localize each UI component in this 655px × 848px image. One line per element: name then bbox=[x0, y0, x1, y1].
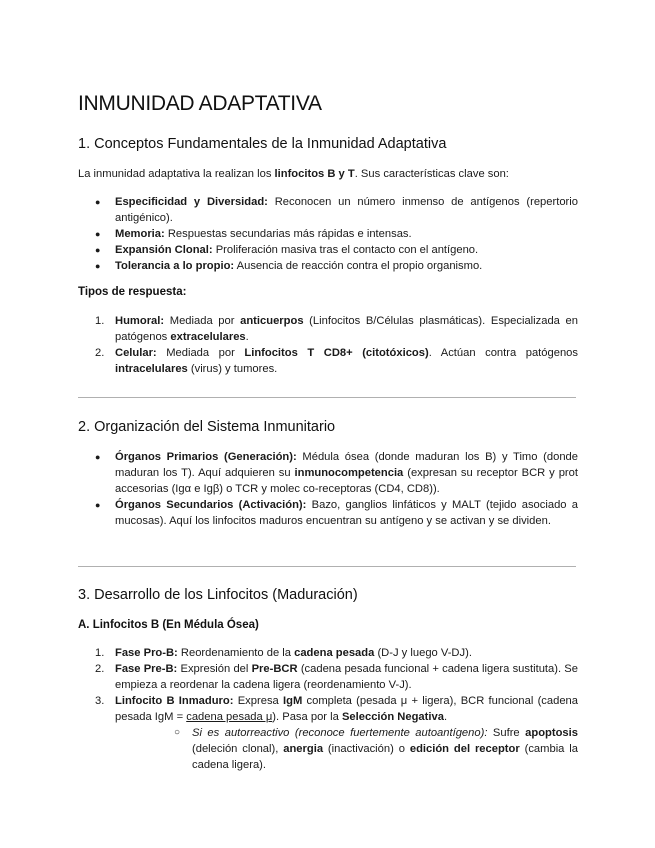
response-list bbox=[78, 313, 578, 377]
section-3-heading: 3. Desarrollo de los Linfocitos (Maduración) bbox=[78, 587, 358, 603]
section-1-intro: La inmunidad adaptativa la realizan los linfocitos B y T. Sus características clave son: bbox=[78, 168, 509, 180]
divider bbox=[78, 397, 576, 398]
document-title: INMUNIDAD ADAPTATIVA bbox=[78, 92, 322, 115]
section-1-heading: 1. Conceptos Fundamentales de la Inmunidad Adaptativa bbox=[78, 136, 447, 152]
list-item: 3. Linfocito B Inmaduro: Expresa IgM completa (pesada μ + ligera), BCR funcional (cadena pesada IgM = cadena pesada μ). Pasa por la Selección Negativa. ○ Si es autorreactivo (reconoce fuertemente autoantígeno): Sufre apoptosis (deleción clonal), anergia (inactivación) o edición del receptor (cambia la cadena ligera). bbox=[78, 693, 578, 773]
list-item: ● Expansión Clonal: Proliferación masiva tras el contacto con el antígeno. bbox=[78, 242, 578, 258]
section-2-heading: 2. Organización del Sistema Inmunitario bbox=[78, 419, 336, 435]
sub-list-item: ○ Si es autorreactivo (reconoce fuertemente autoantígeno): Sufre apoptosis (deleción clonal), anergia (inactivación) o edición del receptor (cambia la cadena ligera). bbox=[172, 725, 578, 773]
list-item: ● Tolerancia a lo propio: Ausencia de reacción contra el propio organismo. bbox=[78, 258, 578, 274]
divider bbox=[78, 566, 576, 567]
features-list bbox=[78, 194, 578, 274]
subsection-a-heading: A. Linfocitos B (En Médula Ósea) bbox=[78, 619, 259, 631]
response-types-heading: Tipos de respuesta: bbox=[78, 286, 187, 298]
list-item: ● Órganos Primarios (Generación): Médula ósea (donde maduran los B) y Timo (donde maduran los T). Aquí adquieren su inmunocompetencia (expresan su receptor BCR y prot accesorias (Igα e Igβ) o TCR y molec co-receptoras (CD4, CD8)). bbox=[78, 449, 578, 497]
list-item: ● Órganos Secundarios (Activación): Bazo, ganglios linfáticos y MALT (tejido asociado a mucosas). Aquí los linfocitos maduros encuentran su antígeno y se activan y se dividen. bbox=[78, 497, 578, 529]
list-item: ● Memoria: Respuestas secundarias más rápidas e intensas. bbox=[78, 226, 578, 242]
list-item: 1. Fase Pro-B: Reordenamiento de la cadena pesada (D-J y luego V-DJ). bbox=[95, 647, 472, 659]
maturation-steps-list bbox=[78, 645, 578, 773]
sub-list bbox=[115, 725, 578, 773]
organs-list bbox=[78, 449, 578, 529]
list-item: 2. Fase Pre-B: Expresión del Pre-BCR (cadena pesada funcional + cadena ligera sustituta). Se empieza a reordenar la cadena ligera (reordenamiento V-J). bbox=[95, 663, 578, 691]
list-item: 1. Humoral: Mediada por anticuerpos (Linfocitos B/Células plasmáticas). Especializada en patógenos extracelulares. bbox=[95, 315, 578, 343]
list-item: 2. Celular: Mediada por Linfocitos T CD8+ (citotóxicos). Actúan contra patógenos intracelulares (virus) y tumores. bbox=[95, 347, 578, 375]
list-item: ● Especificidad y Diversidad: Reconocen un número inmenso de antígenos (repertorio antigénico). bbox=[78, 194, 578, 226]
